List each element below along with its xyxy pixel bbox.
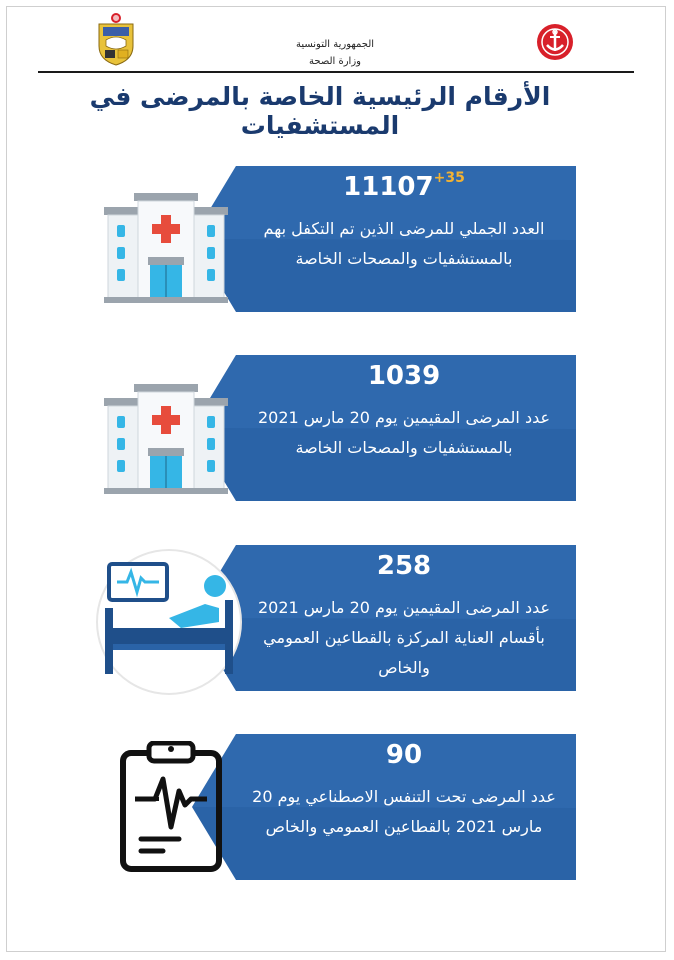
stat-panel-3: [192, 545, 576, 691]
tunisia-emblem-icon: [94, 10, 138, 66]
header-divider: [38, 71, 634, 73]
stat-value: 1039: [367, 361, 441, 391]
stat-panel-1: [192, 166, 576, 312]
health-ministry-logo-icon: [535, 22, 575, 62]
page-title: الأرقام الرئيسية الخاصة بالمرضى في المستشفيات: [89, 82, 551, 140]
ministry-name: وزارة الصحة: [309, 56, 361, 67]
organization-header: [255, 36, 415, 70]
stat-delta: +35: [433, 170, 465, 186]
stat-value: $11107^{+35}$: [343, 170, 465, 202]
stat-label: عدد المرضى المقيمين يوم 20 مارس 2021 بالمستشفيات والمصحات الخاصة: [257, 408, 551, 457]
hospital-icon: [104, 384, 228, 496]
stat-label: عدد المرضى المقيمين يوم 20 مارس 2021 بأقسام العناية المركزة بالقطاعين العمومي والخاص: [257, 598, 551, 677]
icu-bed-icon: [95, 548, 243, 696]
stat-panel-2: [192, 355, 576, 501]
stat-value: 258: [376, 551, 432, 581]
republic-name: الجمهورية التونسية: [295, 39, 375, 50]
stat-value: 90: [385, 740, 423, 770]
stat-label: العدد الجملي للمرضى الذين تم التكفل بهم بالمستشفيات والمصحات الخاصة: [263, 219, 545, 268]
stat-label: عدد المرضى تحت التنفس الاصطناعي يوم 20 مارس 2021 بالقطاعين العمومي والخاص: [252, 787, 556, 836]
stat-panel-4: [192, 734, 576, 880]
hospital-icon: [104, 193, 228, 305]
clipboard-heartbeat-icon: [119, 741, 223, 873]
